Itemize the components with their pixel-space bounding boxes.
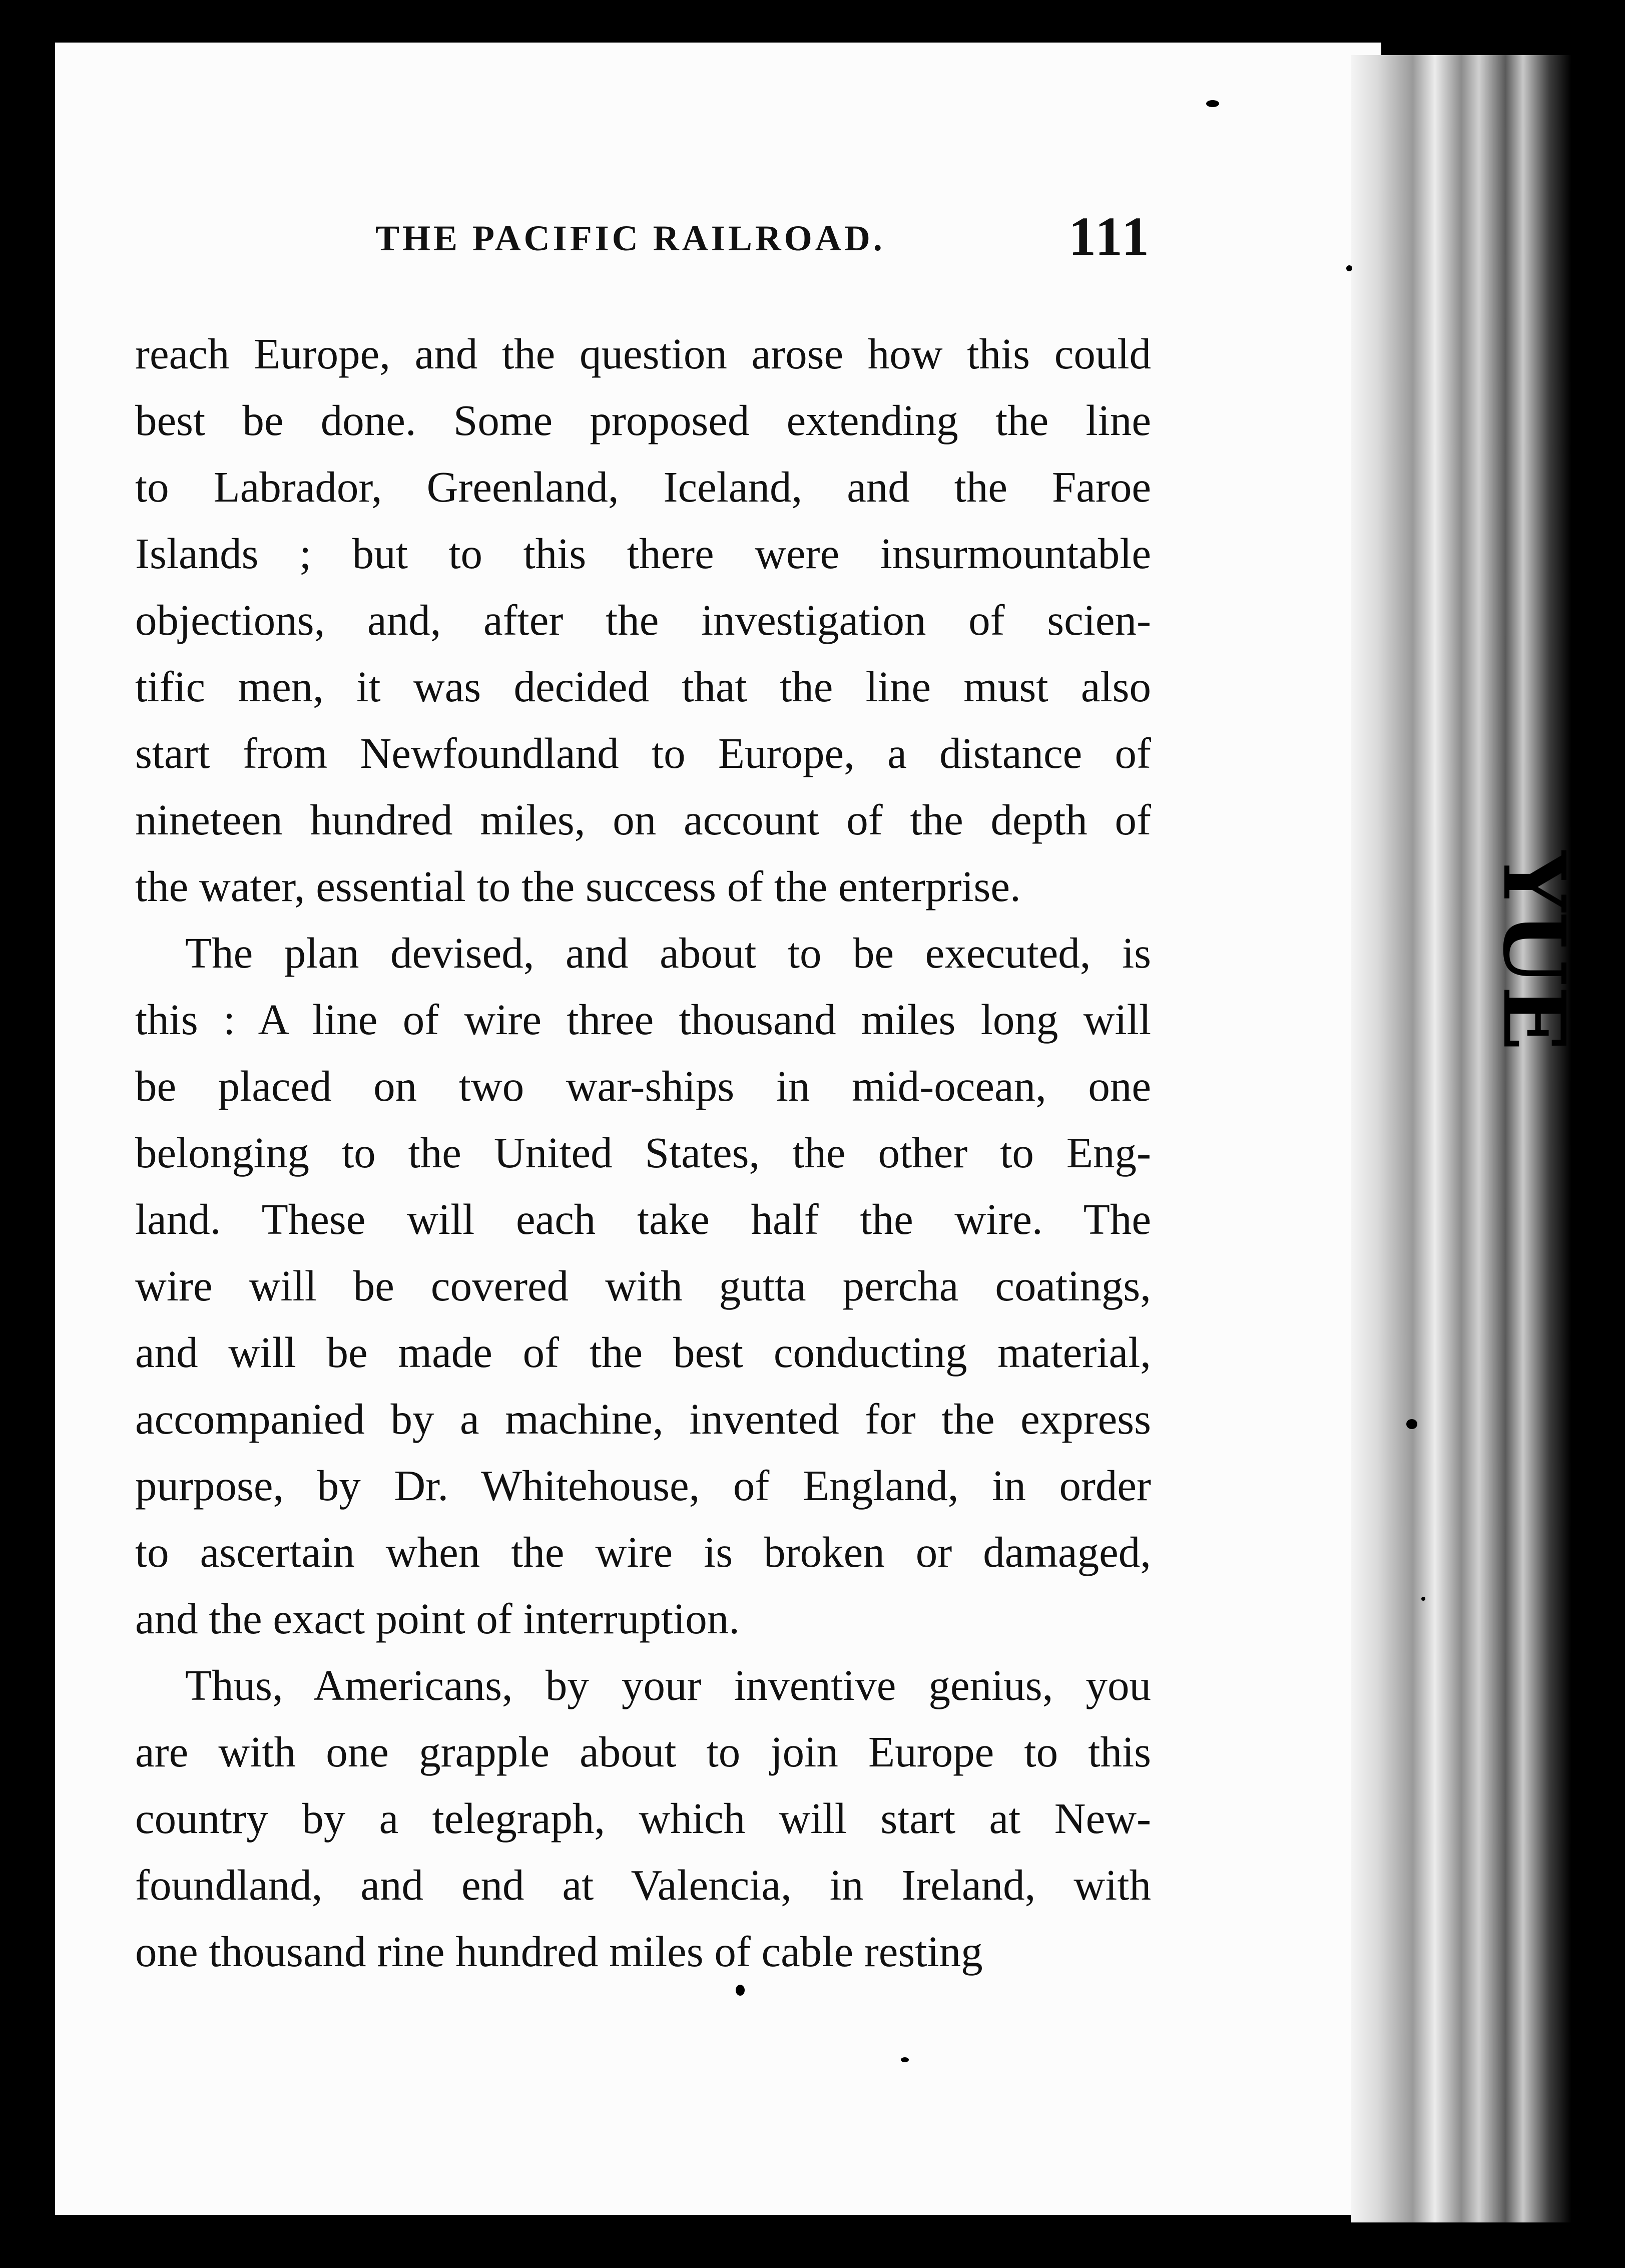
scan-speck (1421, 1597, 1425, 1601)
text-line: accompanied by a machine, invented for the express (135, 1395, 1151, 1443)
text-line: nineteen hundred miles, on account of the depth of (135, 795, 1151, 844)
text-line: country by a telegraph, which will start at New- (135, 1794, 1151, 1843)
text-line: best be done. Some proposed extending the line (135, 396, 1151, 444)
text-line: The plan devised, and about to be executed, is (185, 929, 1151, 977)
text-line: belonging to the United States, the other to Eng- (135, 1128, 1151, 1177)
text-line: and will be made of the best conducting material, (135, 1328, 1151, 1377)
text-line: reach Europe, and the question arose how this could (135, 329, 1151, 378)
text-line: foundland, and end at Valencia, in Ireland, with (135, 1861, 1151, 1909)
text-line: start from Newfoundland to Europe, a distance of (135, 729, 1151, 777)
scan-speck (736, 1985, 745, 1996)
text-line: one thousand rine hundred miles of cable resting (135, 1927, 983, 1976)
text-line: wire will be covered with gutta percha coatings, (135, 1261, 1151, 1310)
edge-bleed-text: YUE (1484, 851, 1584, 1051)
text-line: land. These will each take half the wire. The (135, 1195, 1151, 1243)
text-line: purpose, by Dr. Whitehouse, of England, in order (135, 1461, 1151, 1510)
text-line: this : A line of wire three thousand miles long will (135, 995, 1151, 1044)
text-line: be placed on two war-ships in mid-ocean, one (135, 1062, 1151, 1110)
scan-speck (1346, 265, 1352, 271)
text-line: Islands ; but to this there were insurmountable (135, 529, 1151, 578)
text-line: to ascertain when the wire is broken or damaged, (135, 1528, 1151, 1576)
text-line: the water, essential to the success of the enterprise. (135, 862, 1021, 911)
text-line: to Labrador, Greenland, Iceland, and the Faroe (135, 463, 1151, 511)
text-line: and the exact point of interruption. (135, 1594, 740, 1643)
scan-speck (1206, 100, 1219, 107)
scan-speck (901, 2057, 909, 2062)
text-line: tific men, it was decided that the line must also (135, 662, 1151, 711)
text-line: Thus, Americans, by your inventive genius, you (185, 1661, 1151, 1709)
page-number: 111 (1068, 206, 1151, 267)
running-title: THE PACIFIC RAILROAD. (375, 218, 885, 258)
text-line: objections, and, after the investigation of scien- (135, 596, 1151, 644)
scan-speck (1406, 1419, 1417, 1429)
text-line: are with one grapple about to join Europe to this (135, 1727, 1151, 1776)
